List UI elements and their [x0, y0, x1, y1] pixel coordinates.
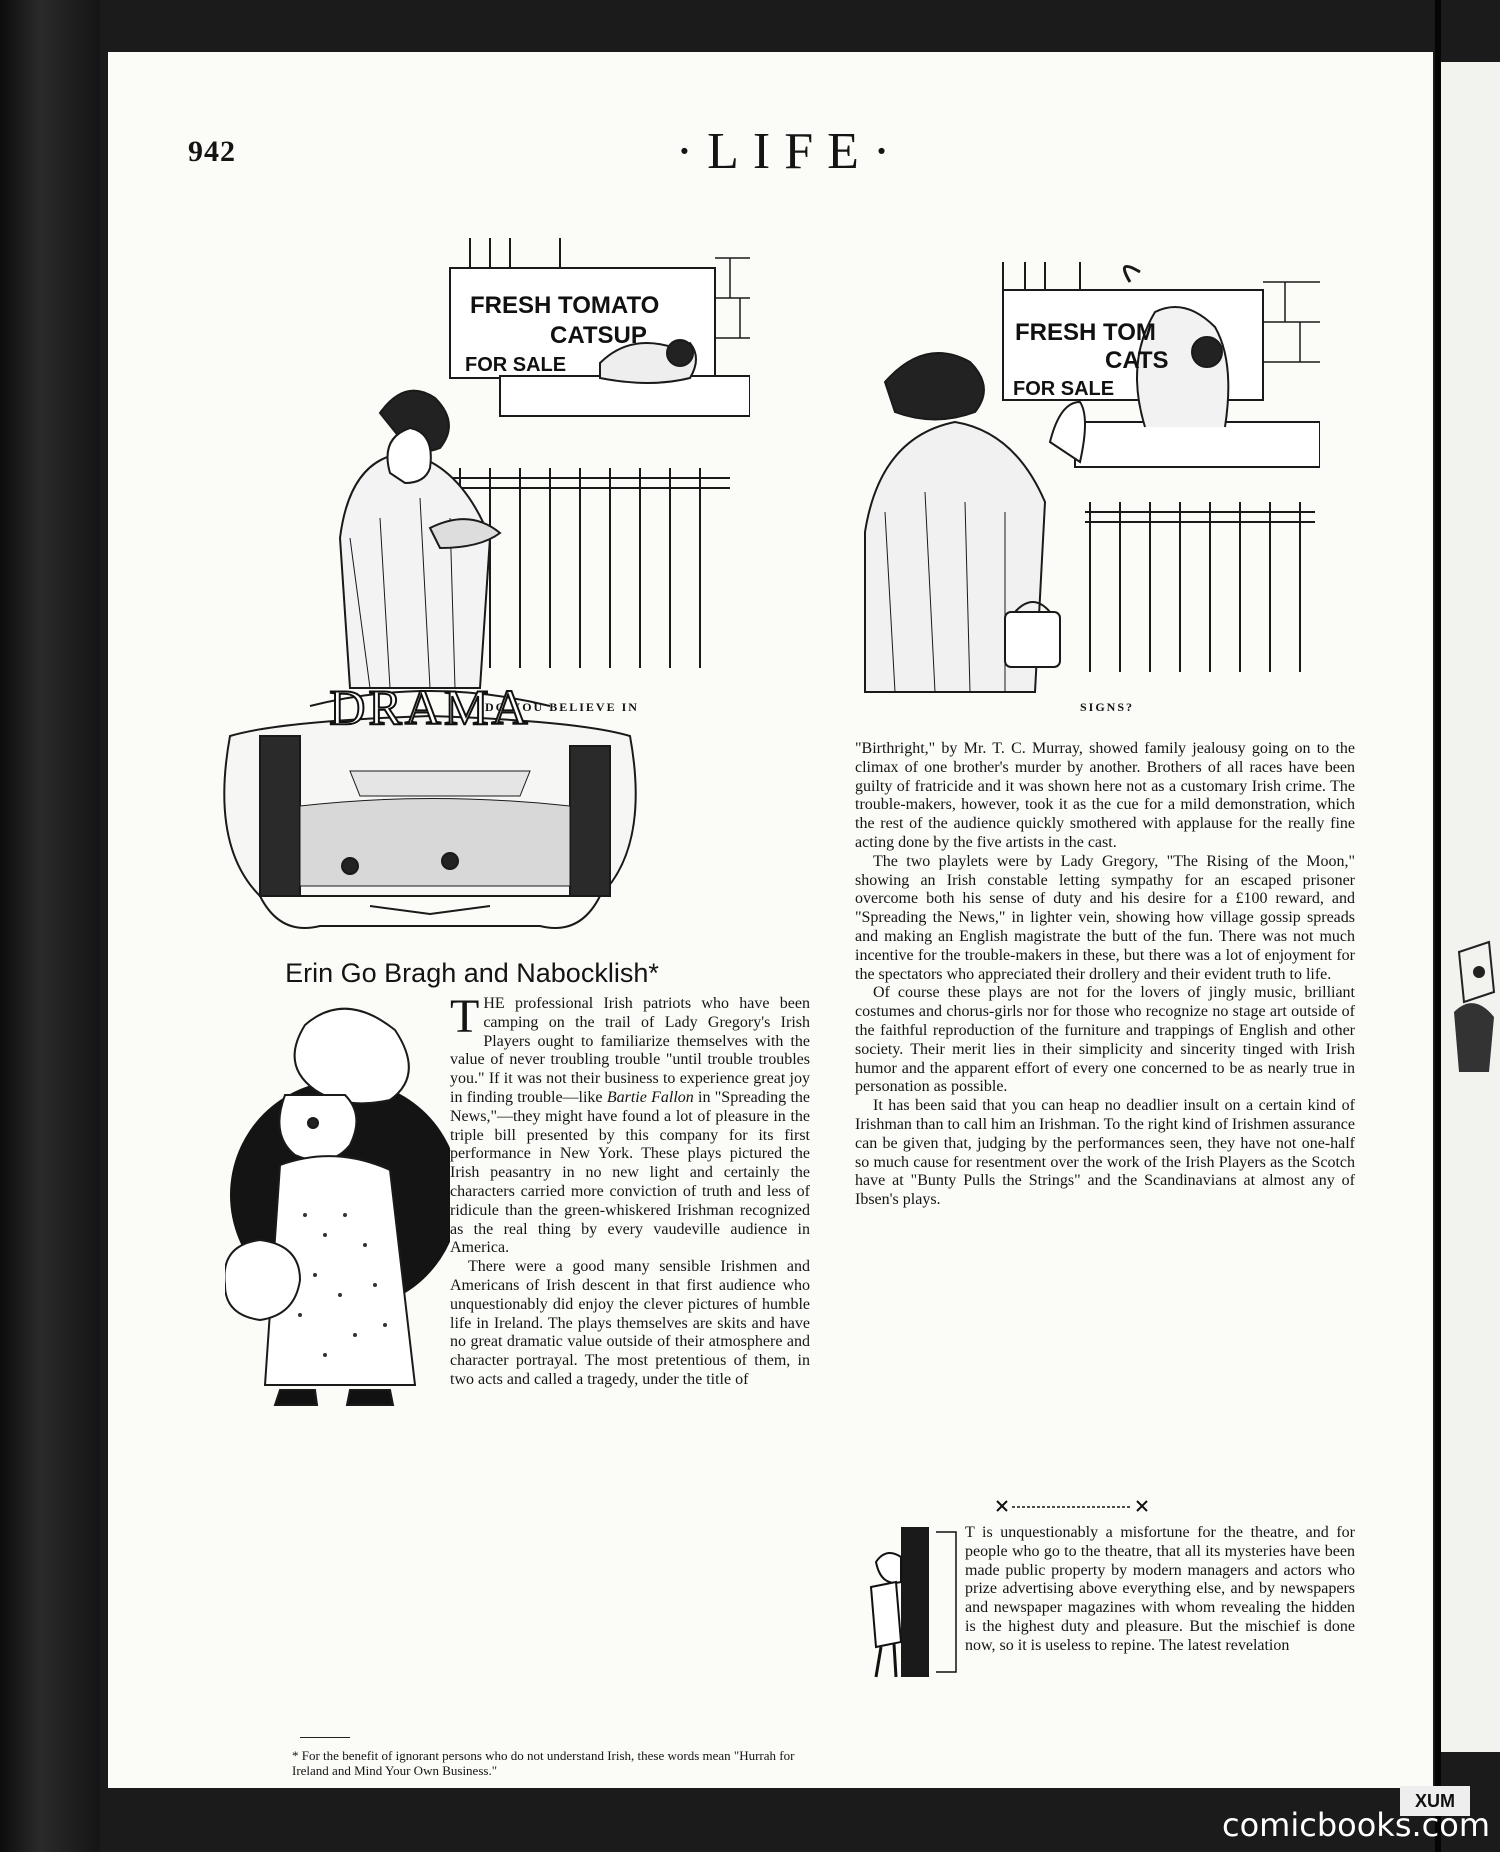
- cartoon-left-caption: DO YOU BELIEVE IN: [485, 700, 639, 714]
- article-left-column-top: [450, 990, 811, 1390]
- drama-title: DRAMA: [329, 679, 531, 735]
- drama-banner-illustration: [200, 676, 660, 946]
- article-headline: Erin Go Bragh and Nabocklish*: [285, 958, 659, 988]
- footnote-rule: [300, 1737, 350, 1738]
- sign-right-line2: CATS: [1105, 347, 1169, 374]
- right-paragraph-2: The two playlets were by Lady Gregory, "The Rising of the Moon," showing an Irish constable letting sympathy for an escaped prisoner overcome both his sense of duty and his desire for a £100 reward, and "Spreading the News," in lighter vein, showing how village gossip spreads and making an English magistrate the butt of the fun. There was not much incentive for the trouble-makers in these, but there was a lot of enjoyment for the spectators who appreciated their drollery and their evident truth to life.: [855, 852, 1355, 983]
- right-paragraph-3: Of course these plays are not for the lovers of jingly music, brilliant costumes and chorus-girls nor for those who recognize no stage art outside of the faithful reproduction of the furniture and trappings of English and other society. Their merit lies in their simplicity and sincerity tinged with Irish humor and the apparent effort of every one concerned to be as nearly true in personation as possible.: [855, 984, 1355, 1096]
- right-paragraph-4: It has been said that you can heap no deadlier insult on a certain kind of Irishman than to call him an Irishman. To the right kind of Irishmen assurance can be given that, judging by the performances seen, they have not one-half so much cause for resentment over the work of the Irish Players as the Scotch have at "Bunty Pulls the Strings" and the Scandinavians at almost any of Ibsen's plays.: [855, 1097, 1355, 1209]
- lady-pig-illustration: [225, 995, 450, 1435]
- adjacent-page-ornament: [1449, 932, 1499, 1092]
- page-number: 942: [188, 135, 236, 168]
- sign-left-line2: CATSUP: [550, 322, 647, 349]
- sign-left-line3: FOR SALE: [465, 354, 567, 376]
- footnote: * For the benefit of ignorant persons who do not understand Irish, these words mean "Hurrah for Ireland and Mind Your Own Business.": [292, 1748, 795, 1778]
- article-right-column: [855, 740, 1355, 1210]
- drop-cap-i-illustration: [856, 1522, 966, 1687]
- article-right-column-lower: [965, 1524, 1355, 1656]
- sign-right-line3: FOR SALE: [1013, 378, 1115, 400]
- cartoon-right-caption: SIGNS?: [1080, 700, 1135, 714]
- section-divider-ornament: [992, 1496, 1152, 1518]
- watermark: comicbooks.com: [1221, 1806, 1490, 1844]
- left-paragraph-1-italic: Bartie Fallon: [606, 1088, 694, 1106]
- cartoon-right-illustration: [855, 252, 1320, 697]
- adjacent-page-edge: [1441, 62, 1500, 1752]
- scan-tag: XUM: [1400, 1786, 1470, 1816]
- left-paragraph-1-start: HE professional Irish patriots who have been camping on the trail of Lady Gregory's Irish Players ought to familiarize themselves with the value of never troubling trouble "until trouble troubles you." If it was not their business to experience great joy in finding trouble—like: [450, 995, 810, 1106]
- sign-left-line1: FRESH TOMATO: [470, 292, 660, 319]
- right-paragraph-1: "Birthright," by Mr. T. C. Murray, showed family jealousy going on to the climax of one brother's murder by another. Brothers of all races have been guilty of fratricide and it was shown here not as a customary Irish crime. The trouble-makers, however, took it as the cue for a mild demonstration, which the rest of the audience quickly smothered with applause for the really fine acting done by the five artists in the cast.: [855, 740, 1355, 851]
- sign-right-line1: FRESH TOM: [1015, 319, 1156, 346]
- left-paragraph-2: There were a good many sensible Irishmen and Americans of Irish descent in that first audience who unquestionably did enjoy the clever pictures of humble life in Ireland. The plays themselves are skits and have no great dramatic value outside of their atmosphere and character portrayal. The most pretentious of them, in two acts and called a tragedy, under the title of: [450, 1258, 810, 1388]
- cartoon-left-illustration: [330, 238, 750, 698]
- left-paragraph-1-end: in "Spreading the News,"—they might have found a lot of pleasure in the triple bill presented by this company for its first performance in New York. These plays pictured the Irish peasantry in no new light and certainly the characters carried more conviction of truth and less of ridicule than the green-whiskered Irishman recognized as the real thing by every vaudeville audience in America.: [450, 1088, 811, 1257]
- right-paragraph-5: T is unquestionably a misfortune for the theatre, and for people who go to the theatre, that all its mysteries have been made public property by modern managers and actors who prize advertising above everything else, and by newspapers and newspaper magazines with whom revealing the hidden is the highest duty and pleasure. But the mischief is done now, so it is useless to repine. The latest revelation: [965, 1524, 1355, 1654]
- dropcap-t: T: [450, 990, 480, 1043]
- masthead: ·LIFE·: [675, 123, 905, 180]
- scan-border-left: [0, 0, 100, 1852]
